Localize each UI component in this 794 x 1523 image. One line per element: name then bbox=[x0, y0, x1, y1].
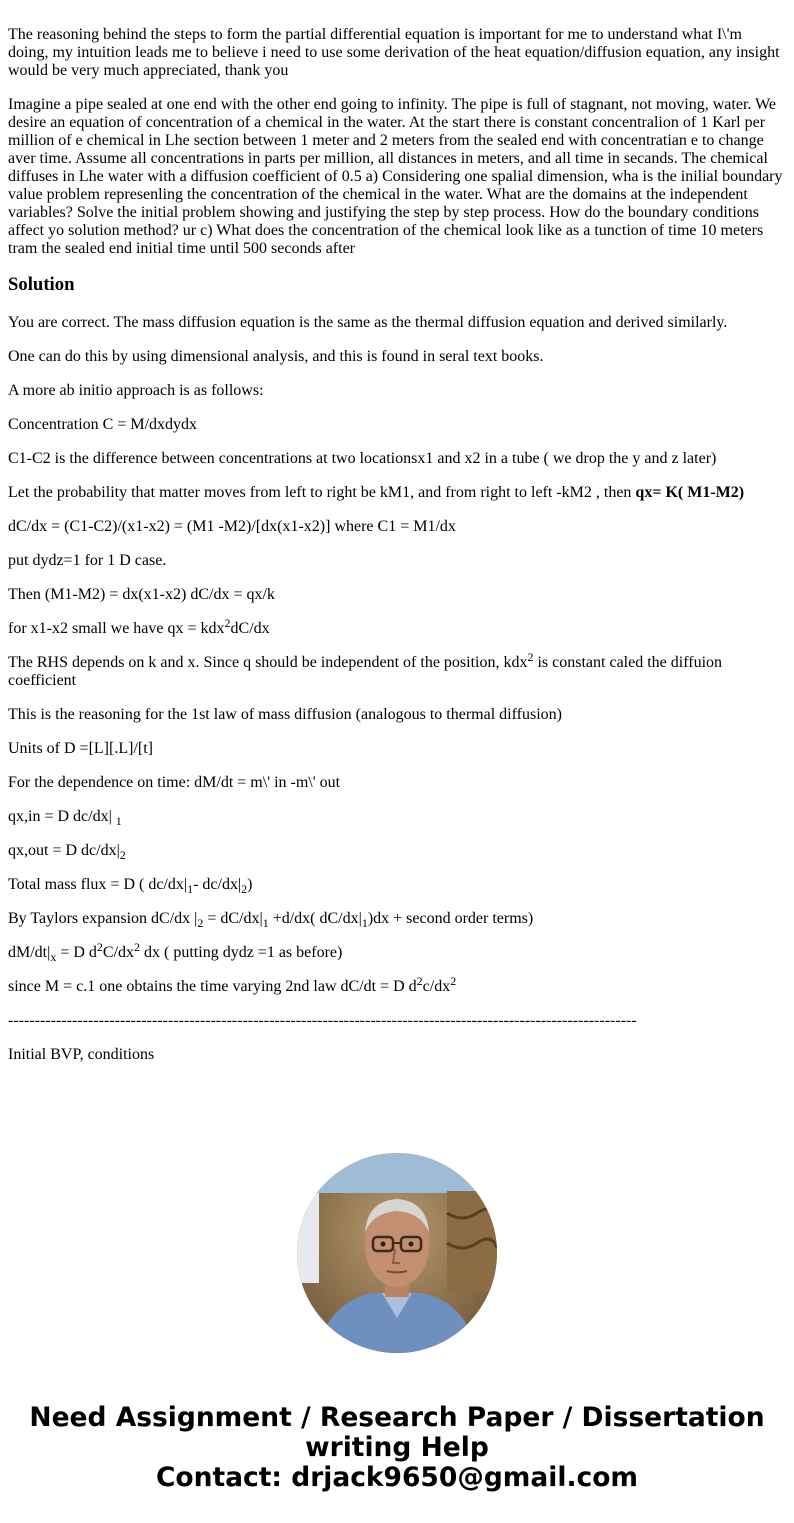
solution-line: Concentration C = M/dxdydx bbox=[8, 416, 198, 433]
footer-line: Need Assignment / Research Paper / Dissertation bbox=[29, 1402, 765, 1433]
line-text: Let the probability that matter moves from left to right be kM1, and from right to left -kM2 , then bbox=[8, 484, 636, 501]
line-text: The RHS depends on k and x. Since q should be independent of the position, kdx bbox=[8, 654, 528, 671]
question-paragraph-1: The reasoning behind the steps to form the partial differential equation is important for me to understand what I\'m doing, my intuition leads me to believe i need to use some derivation of the heat equation/diffusion equation, any insight would be very much appreciated, thank you bbox=[8, 26, 780, 79]
subscript: 1 bbox=[187, 882, 194, 896]
solution-heading: Solution bbox=[8, 274, 75, 295]
line-text: Total mass flux = D ( dc/dx| bbox=[8, 876, 188, 893]
subscript: 1 bbox=[115, 814, 122, 828]
line-text: ) bbox=[247, 876, 253, 893]
author-avatar bbox=[297, 1153, 497, 1353]
divider-line: ---------------------------------------------------------------------------------------------------------------------- bbox=[8, 1012, 637, 1029]
subscript: 2 bbox=[197, 916, 204, 930]
solution-line bbox=[8, 616, 786, 638]
line-text: - dc/dx| bbox=[193, 876, 242, 893]
line-text: c/dx bbox=[422, 978, 451, 995]
superscript: 2 bbox=[134, 940, 141, 954]
superscript: 2 bbox=[450, 974, 457, 988]
solution-line bbox=[8, 910, 786, 928]
solution-line: One can do this by using dimensional analysis, and this is found in seral text books. bbox=[8, 348, 544, 365]
superscript: 2 bbox=[527, 650, 534, 664]
line-text: dx ( putting dydz =1 as before) bbox=[140, 944, 343, 961]
solution-line bbox=[8, 876, 786, 894]
bold-equation: qx= K( M1-M2) bbox=[635, 484, 745, 501]
subscript: x bbox=[50, 950, 57, 964]
superscript: 2 bbox=[224, 616, 231, 630]
solution-line: This is the reasoning for the 1st law of mass diffusion (analogous to thermal diffusion) bbox=[8, 706, 562, 723]
line-text: dC/dx bbox=[230, 620, 270, 637]
solution-line: put dydz=1 for 1 D case. bbox=[8, 552, 167, 569]
footer-line: writing Help bbox=[305, 1432, 489, 1463]
solution-line: C1-C2 is the difference between concentrations at two locationsx1 and x2 in a tube ( we drop the y and z later) bbox=[8, 450, 717, 467]
subscript: 1 bbox=[262, 916, 269, 930]
solution-line bbox=[8, 808, 786, 826]
line-text: is constant caled the diffuion coefficient bbox=[8, 654, 723, 689]
solution-line: Then (M1-M2) = dx(x1-x2) dC/dx = qx/k bbox=[8, 586, 275, 603]
question-paragraph-2: Imagine a pipe sealed at one end with the other end going to infinity. The pipe is full of stagnant, not moving, water. We desire an equation of concentration of a chemical in the water. At the start there is constant concentralion of 1 Karl per million of e chemical in Lhe section between 1 meter and 2 meters from the sealed end with concentratian e to change aver time. Assume all concentrations in parts per million, all distances in meters, and all time in secands. The chemical diffuses in Lhe water with a diffusion coefficient of 0.5 a) Considering one spalial dimension, wha is the inilial boundary value problem represenling the concentration of the chemical in the water. What are the domains at the independent variables? Solve the initial problem showing and justifying the step by step process. How do the boundary conditions affect yo solution method? ur c) What does the concentration of the chemical look like as a tunction of time 10 meters tram the sealed end initial time until 500 seconds after bbox=[8, 96, 783, 257]
solution-line: A more ab initio approach is as follows: bbox=[8, 382, 264, 399]
line-text: = D d bbox=[56, 944, 97, 961]
line-text: +d/dx( dC/dx| bbox=[268, 910, 362, 927]
avatar-portrait bbox=[297, 1153, 497, 1353]
subscript: 2 bbox=[119, 848, 126, 862]
line-text: qx,in = D dc/dx| bbox=[8, 808, 116, 825]
line-text: By Taylors expansion dC/dx | bbox=[8, 910, 198, 927]
subscript: 2 bbox=[241, 882, 248, 896]
solution-line: You are correct. The mass diffusion equation is the same as the thermal diffusion equation and derived similarly. bbox=[8, 314, 728, 331]
line-text: C/dx bbox=[102, 944, 135, 961]
solution-line bbox=[8, 650, 786, 690]
line-text: )dx + second order terms) bbox=[367, 910, 534, 927]
line-text: dM/dt| bbox=[8, 944, 51, 961]
solution-line bbox=[8, 974, 786, 996]
solution-line: For the dependence on time: dM/dt = m\' in -m\' out bbox=[8, 774, 341, 791]
solution-line bbox=[8, 842, 786, 860]
line-text: since M = c.1 one obtains the time varying 2nd law dC/dt = D d bbox=[8, 978, 417, 995]
solution-line: Initial BVP, conditions bbox=[8, 1046, 155, 1063]
line-text: for x1-x2 small we have qx = kdx bbox=[8, 620, 225, 637]
solution-line bbox=[8, 940, 786, 964]
document-body bbox=[8, 26, 786, 1080]
superscript: 2 bbox=[96, 940, 103, 954]
solution-line bbox=[8, 484, 786, 502]
line-text: qx,out = D dc/dx| bbox=[8, 842, 120, 859]
subscript: 1 bbox=[361, 916, 368, 930]
footer-contact: Contact: drjack9650@gmail.com bbox=[155, 1462, 639, 1493]
line-text: = dC/dx| bbox=[203, 910, 263, 927]
solution-line: Units of D =[L][.L]/[t] bbox=[8, 740, 153, 757]
solution-line: dC/dx = (C1-C2)/(x1-x2) = (M1 -M2)/[dx(x1-x2)] where C1 = M1/dx bbox=[8, 518, 456, 535]
superscript: 2 bbox=[416, 974, 423, 988]
footer-banner bbox=[0, 1403, 794, 1493]
